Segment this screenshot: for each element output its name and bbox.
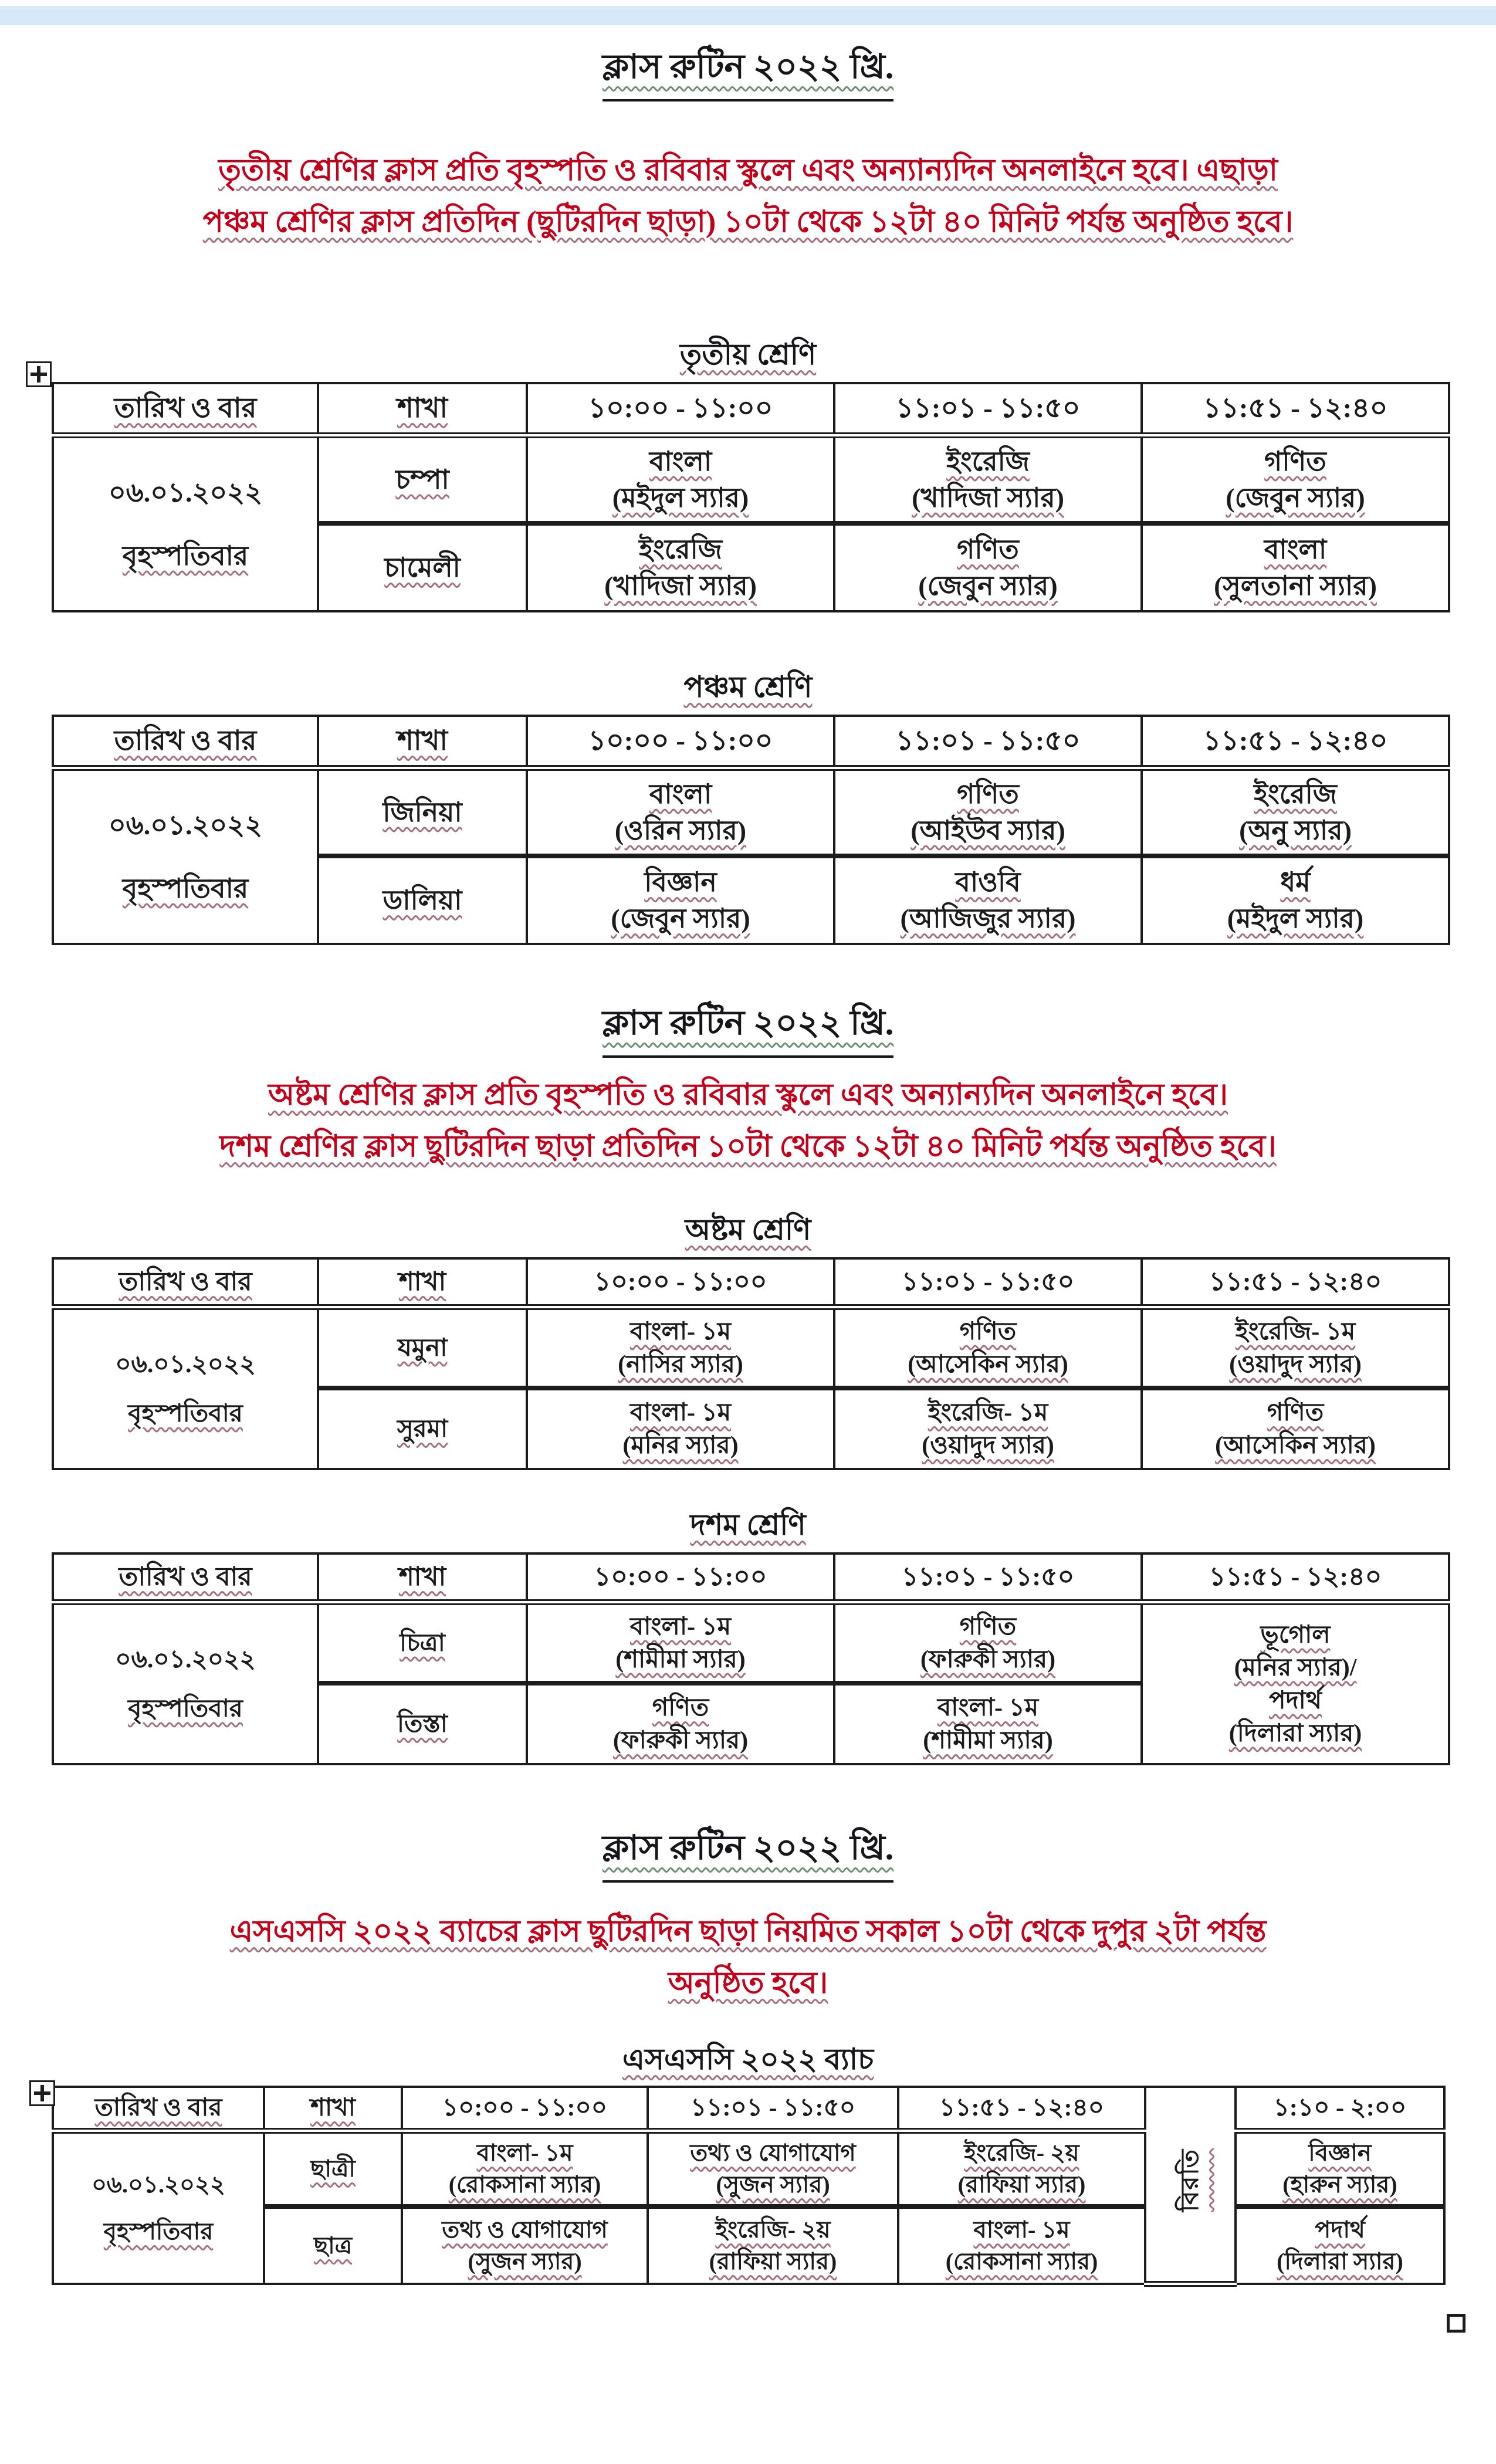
header-branch-cell: শাখা: [264, 2087, 402, 2131]
header-time-cell: ১০:০০ - ১১:০০: [527, 716, 834, 768]
subject-cell: পদার্থ (দিলারা স্যার): [1236, 2206, 1444, 2284]
branch-cell: জিনিয়া: [318, 768, 527, 856]
header-date-cell: তারিখ ও বার: [53, 716, 318, 768]
table-row: [53, 768, 1449, 856]
header-time-cell: ১১:৫১ - ১২:৪০: [1142, 383, 1449, 435]
section2-note-line2: দশম শ্রেণির ক্লাস ছুটিরদিন ছাড়া প্রতিদিন ১০টা থেকে ১২টা ৪০ মিনিট পর্যন্ত অনুষ্ঠিত হবে।: [219, 1130, 1277, 1163]
table-row: [53, 1602, 1449, 1683]
subject-cell: গণিত (আসেকিন স্যার): [834, 1307, 1142, 1388]
move-cross-horizontal: [31, 373, 47, 376]
class3-routine-table: [52, 382, 1450, 612]
subject-cell: বাংলা- ১ম (মনির স্যার): [527, 1388, 834, 1469]
subject-cell: গণিত (আইউব স্যার): [834, 768, 1142, 856]
header-date-cell: তারিখ ও বার: [53, 383, 318, 435]
subject-cell: বিজ্ঞান (জেবুন স্যার): [527, 856, 834, 944]
header-date-cell: তারিখ ও বার: [53, 1258, 318, 1307]
class10-header-row: [53, 1553, 1449, 1602]
break-cell: বিরতি: [1145, 2087, 1236, 2284]
subject-cell: ইংরেজি- ২য় (রাফিয়া স্যার): [648, 2206, 898, 2284]
branch-cell: ছাত্রী: [264, 2131, 402, 2206]
table-resize-handle-icon[interactable]: [1447, 2314, 1465, 2333]
date-cell: ০৬.০১.২০২২ বৃহস্পতিবার: [53, 1602, 318, 1764]
table-row: [53, 1307, 1449, 1388]
header-branch-cell: শাখা: [318, 1258, 527, 1307]
class3-header-row: [53, 383, 1449, 435]
subject-cell: বাংলা (ওরিন স্যার): [527, 768, 834, 856]
subject-cell: বাংলা (সুলতানা স্যার): [1142, 523, 1449, 611]
branch-cell: চামেলী: [318, 523, 527, 611]
subject-cell: বিজ্ঞান (হারুন স্যার): [1236, 2131, 1444, 2206]
header-branch-cell: শাখা: [318, 1553, 527, 1602]
header-time-cell: ১১:০১ - ১১:৫০: [834, 716, 1142, 768]
branch-cell: ডালিয়া: [318, 856, 527, 944]
section1-note-line2: পঞ্চম শ্রেণির ক্লাস প্রতিদিন (ছুটিরদিন ছাড়া) ১০টা থেকে ১২টা ৪০ মিনিট পর্যন্ত অনুষ্ঠিত হবে।: [202, 205, 1294, 239]
header-time-cell: ১০:০০ - ১১:০০: [527, 1553, 834, 1602]
ssc-routine-table: [52, 2086, 1446, 2287]
section1-note: [0, 145, 1496, 248]
subject-cell: গণিত (জেবুন স্যার): [834, 523, 1142, 611]
subject-cell: গণিত (ফারুকী স্যার): [527, 1683, 834, 1764]
branch-cell: চম্পা: [318, 435, 527, 523]
subject-cell: তথ্য ও যোগাযোগ (সুজন স্যার): [648, 2131, 898, 2206]
header-date-cell: তারিখ ও বার: [53, 1553, 318, 1602]
section2-title-text: ক্লাস রুটিন ২০২২ খ্রি.: [602, 1004, 894, 1042]
section3-title: [0, 1824, 1496, 1883]
header-time-cell: ১:১০ - ২:০০: [1236, 2087, 1444, 2131]
subject-cell: বাওবি (আজিজুর স্যার): [834, 856, 1142, 944]
header-branch-cell: শাখা: [318, 383, 527, 435]
subject-cell: তথ্য ও যোগাযোগ (সুজন স্যার): [402, 2206, 648, 2284]
class5-routine-table: [52, 715, 1450, 945]
section1-note-line1: তৃতীয় শ্রেণির ক্লাস প্রতি বৃহস্পতি ও রবিবার স্কুলে এবং অন্যান্যদিন অনলাইনে হবে। এছাড়া: [218, 154, 1278, 187]
class8-table-caption: অষ্টম শ্রেণি: [685, 1213, 811, 1246]
table-row: [53, 2131, 1444, 2206]
table-row: [53, 435, 1449, 523]
subject-cell: ইংরেজি (অনু স্যার): [1142, 768, 1449, 856]
header-time-cell: ১১:৫১ - ১২:৪০: [1142, 716, 1449, 768]
header-branch-cell: শাখা: [318, 716, 527, 768]
class5-table-caption: পঞ্চম শ্রেণি: [683, 671, 813, 703]
table-move-handle-icon[interactable]: [26, 361, 52, 387]
date-cell: ০৬.০১.২০২২ বৃহস্পতিবার: [53, 435, 318, 611]
subject-cell: ইংরেজি- ১ম (ওয়াদুদ স্যার): [834, 1388, 1142, 1469]
header-date-cell: তারিখ ও বার: [53, 2087, 264, 2131]
subject-cell: গণিত (ফারুকী স্যার): [834, 1602, 1142, 1683]
section2-title: [0, 999, 1496, 1058]
subject-cell: ইংরেজি- ২য় (রাফিয়া স্যার): [898, 2131, 1145, 2206]
move-cross-horizontal: [34, 2091, 50, 2095]
class3-table-caption: তৃতীয় শ্রেণি: [679, 338, 817, 371]
header-time-cell: ১০:০০ - ১১:০০: [527, 1258, 834, 1307]
date-cell: ০৬.০১.২০২২ বৃহস্পতিবার: [53, 2131, 264, 2284]
branch-cell: যমুনা: [318, 1307, 527, 1388]
subject-cell: ইংরেজি- ১ম (ওয়াদুদ স্যার): [1142, 1307, 1449, 1388]
class8-header-row: [53, 1258, 1449, 1307]
header-time-cell: ১১:৫১ - ১২:৪০: [1142, 1553, 1449, 1602]
ssc-header-row: [53, 2087, 1444, 2131]
merged-subject-cell: ভূগোল (মনির স্যার)/ পদার্থ (দিলারা স্যার): [1142, 1602, 1449, 1764]
branch-cell: চিত্রা: [318, 1602, 527, 1683]
class10-routine-table: [52, 1552, 1450, 1765]
header-time-cell: ১১:০১ - ১১:৫০: [834, 1553, 1142, 1602]
subject-cell: গণিত (জেবুন স্যার): [1142, 435, 1449, 523]
header-time-cell: ১১:০১ - ১১:৫০: [648, 2087, 898, 2131]
subject-cell: বাংলা (মইদুল স্যার): [527, 435, 834, 523]
class10-table-caption: দশম শ্রেণি: [690, 1508, 806, 1541]
class5-header-row: [53, 716, 1449, 768]
subject-cell: গণিত (আসেকিন স্যার): [1142, 1388, 1449, 1469]
header-time-cell: ১১:৫১ - ১২:৪০: [1142, 1258, 1449, 1307]
subject-cell: ইংরেজি (খাদিজা স্যার): [527, 523, 834, 611]
subject-cell: বাংলা- ১ম (নাসির স্যার): [527, 1307, 834, 1388]
section2-note: [0, 1069, 1496, 1173]
section3-note: [0, 1906, 1496, 2009]
header-time-cell: ১১:৫১ - ১২:৪০: [898, 2087, 1145, 2131]
subject-cell: ধর্ম (মইদুল স্যার): [1142, 856, 1449, 944]
section3-note-line2: অনুষ্ঠিত হবে।: [668, 1967, 828, 2000]
date-cell: ০৬.০১.২০২২ বৃহস্পতিবার: [53, 1307, 318, 1469]
subject-cell: বাংলা- ১ম (রোকসানা স্যার): [402, 2131, 648, 2206]
window-top-strip: [0, 6, 1496, 25]
ssc-table-caption: এসএসসি ২০২২ ব্যাচ: [622, 2043, 874, 2076]
table-move-handle-icon[interactable]: [29, 2080, 55, 2106]
header-time-cell: ১১:০১ - ১১:৫০: [834, 383, 1142, 435]
subject-cell: বাংলা- ১ম (শামীমা স্যার): [527, 1602, 834, 1683]
branch-cell: সুরমা: [318, 1388, 527, 1469]
section2-note-line1: অষ্টম শ্রেণির ক্লাস প্রতি বৃহস্পতি ও রবিবার স্কুলে এবং অন্যান্যদিন অনলাইনে হবে।: [268, 1078, 1228, 1112]
branch-cell: ছাত্র: [264, 2206, 402, 2284]
branch-cell: তিস্তা: [318, 1683, 527, 1764]
section1-title: [0, 43, 1496, 101]
section3-note-line1: এসএসসি ২০২২ ব্যাচের ক্লাস ছুটিরদিন ছাড়া নিয়মিত সকাল ১০টা থেকে দুপুর ২টা পর্যন্ত: [229, 1915, 1267, 1948]
subject-cell: বাংলা- ১ম (শামীমা স্যার): [834, 1683, 1142, 1764]
section1-title-text: ক্লাস রুটিন ২০২২ খ্রি.: [602, 48, 894, 86]
header-time-cell: ১০:০০ - ১১:০০: [402, 2087, 648, 2131]
date-cell: ০৬.০১.২০২২ বৃহস্পতিবার: [53, 768, 318, 944]
header-time-cell: ১০:০০ - ১১:০০: [527, 383, 834, 435]
class8-routine-table: [52, 1257, 1450, 1470]
section3-title-text: ক্লাস রুটিন ২০২২ খ্রি.: [602, 1829, 894, 1867]
header-time-cell: ১১:০১ - ১১:৫০: [834, 1258, 1142, 1307]
subject-cell: ইংরেজি (খাদিজা স্যার): [834, 435, 1142, 523]
subject-cell: বাংলা- ১ম (রোকসানা স্যার): [898, 2206, 1145, 2284]
